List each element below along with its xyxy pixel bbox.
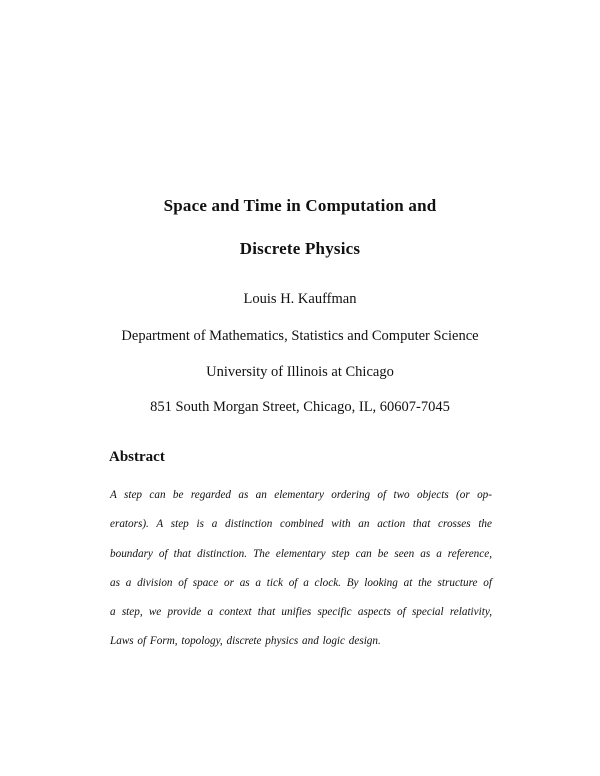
paper-title-line-2: Discrete Physics xyxy=(239,239,361,258)
abstract-line: Laws of Form, topology, discrete physics and logic design. xyxy=(110,635,381,648)
abstract-line: a step, we provide a context that unifies specific aspects of special relativity, xyxy=(110,606,492,619)
abstract-heading: Abstract xyxy=(109,449,165,465)
affiliation-department: Department of Mathematics, Statistics and Computer Science xyxy=(121,328,479,344)
abstract-line: erators). A step is a distinction combined with an action that crosses the xyxy=(110,518,492,531)
affiliation-address: 851 South Morgan Street, Chicago, IL, 60607-7045 xyxy=(150,399,450,415)
abstract-line: as a division of space or as a tick of a clock. By looking at the structure of xyxy=(110,576,492,589)
abstract-line: boundary of that distinction. The elementary step can be seen as a reference, xyxy=(110,547,492,560)
paper-title-line-1: Space and Time in Computation and xyxy=(163,196,437,215)
author-name: Louis H. Kauffman xyxy=(243,291,357,307)
abstract-body xyxy=(110,485,492,661)
abstract-line: A step can be regarded as an elementary ordering of two objects (or op- xyxy=(110,489,492,501)
affiliation-university: University of Illinois at Chicago xyxy=(206,364,394,380)
